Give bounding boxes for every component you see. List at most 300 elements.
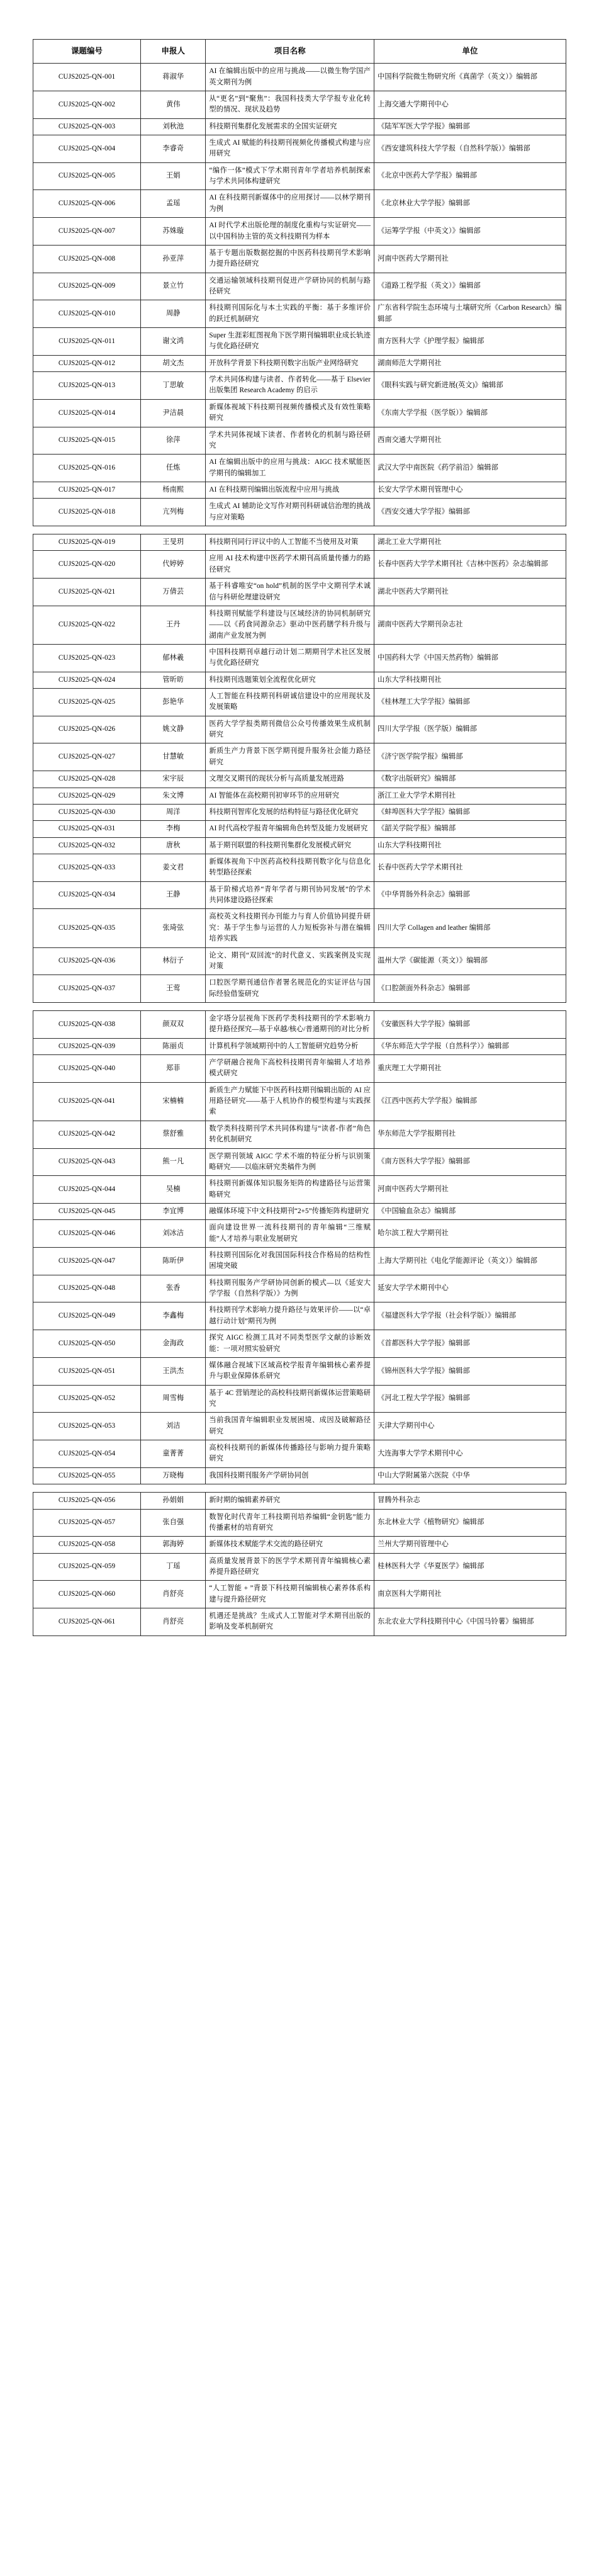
- cell-project-title: 科技期刊国际化与本土实践的平衡：基于多维评价的跃迁机制研究: [206, 300, 374, 328]
- cell-project-code: CUJS2025-QN-021: [33, 579, 141, 606]
- cell-project-title: 基于 4C 营销理论的高校科技期刊新媒体运营策略研究: [206, 1385, 374, 1413]
- cell-applicant-name: 郁林羲: [141, 644, 206, 672]
- cell-project-code: CUJS2025-QN-044: [33, 1176, 141, 1204]
- table-row: [33, 909, 566, 947]
- cell-applicant-name: 孟瑶: [141, 190, 206, 218]
- cell-project-code: CUJS2025-QN-040: [33, 1055, 141, 1083]
- table-row: [33, 135, 566, 163]
- table-row: [33, 1413, 566, 1440]
- cell-applicant-name: 胡文杰: [141, 355, 206, 371]
- table-row: [33, 1440, 566, 1468]
- cell-project-code: CUJS2025-QN-055: [33, 1467, 141, 1484]
- cell-project-title: 机遇还是挑战？生成式人工智能对学术期刊出版的影响及变革机制研究: [206, 1608, 374, 1636]
- cell-unit-name: 中国药科大学《中国天然药物》编辑部: [374, 644, 566, 672]
- table-row: [33, 947, 566, 975]
- cell-project-title: 新时期的编辑素养研究: [206, 1493, 374, 1509]
- cell-project-title: 学术共同体构建与读者、作者转化——基于 Elsevier 出版集团 Research Academy 的启示: [206, 372, 374, 400]
- column-header-unit: 单位: [374, 40, 566, 64]
- cell-project-title: 科技期刊国际化对我国国际科技合作格局的结构性困境突破: [206, 1248, 374, 1275]
- cell-project-title: 科技期刊学术影响力提升路径与效果评价——以“卓越行动计划”期刊为例: [206, 1302, 374, 1330]
- cell-project-code: CUJS2025-QN-006: [33, 190, 141, 218]
- cell-applicant-name: 刘秋池: [141, 118, 206, 135]
- cell-unit-name: 长安大学学术期刊管理中心: [374, 482, 566, 499]
- table-row: [33, 1608, 566, 1636]
- cell-unit-name: 湖北工业大学期刊社: [374, 534, 566, 551]
- table-row: [33, 1275, 566, 1302]
- cell-project-title: 基于专题出版数据挖掘的中医药科技期刊学术影响力提升路径研究: [206, 245, 374, 273]
- cell-project-code: CUJS2025-QN-047: [33, 1248, 141, 1275]
- cell-project-title: 新媒体视域下科技期刊视频传播模式及有效性策略研究: [206, 399, 374, 427]
- cell-project-title: 从“更名”到“聚焦”：我国科技类大学学报专业化转型的情况、现状及趋势: [206, 91, 374, 118]
- table-row: [33, 190, 566, 218]
- cell-unit-name: 《福建医科大学学报（社会科学版）》编辑部: [374, 1302, 566, 1330]
- cell-unit-name: 《华东师范大学学报（自然科学）》编辑部: [374, 1038, 566, 1054]
- cell-applicant-name: 孙亚萍: [141, 245, 206, 273]
- table-row: [33, 1537, 566, 1553]
- cell-applicant-name: 刘冰洁: [141, 1220, 206, 1248]
- table-row: [33, 482, 566, 499]
- cell-project-code: CUJS2025-QN-033: [33, 854, 141, 881]
- table-row: [33, 1082, 566, 1121]
- table-row: [33, 300, 566, 328]
- cell-project-code: CUJS2025-QN-027: [33, 743, 141, 771]
- table-header-row: [33, 40, 566, 64]
- cell-unit-name: 《口腔颌面外科杂志》编辑部: [374, 975, 566, 1003]
- cell-applicant-name: 李睿奇: [141, 135, 206, 163]
- table-row: [33, 355, 566, 371]
- cell-applicant-name: 黄伟: [141, 91, 206, 118]
- cell-project-code: CUJS2025-QN-034: [33, 881, 141, 909]
- cell-applicant-name: 王旻玥: [141, 534, 206, 551]
- cell-unit-name: 东北农业大学科技期刊中心《中国马铃薯》编辑部: [374, 1608, 566, 1636]
- cell-project-title: Super 生涯彩虹图视角下医学期刊编辑职业成长轨迹与优化路径研究: [206, 328, 374, 356]
- cell-applicant-name: 任炼: [141, 455, 206, 482]
- cell-project-code: CUJS2025-QN-051: [33, 1357, 141, 1385]
- cell-unit-name: 湖南师范大学期刊社: [374, 355, 566, 371]
- cell-unit-name: 中山大学附属第六医院《中华: [374, 1467, 566, 1484]
- cell-project-title: 探究 AIGC 检测工具对不同类型医学文献的诊断效能：一项对照实验研究: [206, 1330, 374, 1358]
- cell-project-title: 基于科睿唯安“on hold”机制的医学中文期刊学术诚信与科研伦理建设研究: [206, 579, 374, 606]
- cell-project-code: CUJS2025-QN-025: [33, 689, 141, 716]
- cell-project-code: CUJS2025-QN-008: [33, 245, 141, 273]
- column-header-project: 项目名称: [206, 40, 374, 64]
- table-row: [33, 1176, 566, 1204]
- cell-applicant-name: 苏姝璇: [141, 218, 206, 246]
- cell-project-title: 中国科技期刊卓越行动计划二期期刊学术社区发展与优化路径研究: [206, 644, 374, 672]
- column-header-applicant: 申报人: [141, 40, 206, 64]
- cell-project-title: 医药大学学报类期刊微信公众号传播效果生成机制研究: [206, 716, 374, 743]
- cell-unit-name: 哈尔滨工程大学期刊社: [374, 1220, 566, 1248]
- project-table: [33, 534, 566, 1003]
- table-row: [33, 1220, 566, 1248]
- cell-project-code: CUJS2025-QN-029: [33, 788, 141, 804]
- cell-unit-name: 重庆理工大学期刊社: [374, 1055, 566, 1083]
- cell-unit-name: 河南中医药大学期刊社: [374, 1176, 566, 1204]
- cell-unit-name: 《西安建筑科技大学学报（自然科学版）》编辑部: [374, 135, 566, 163]
- cell-applicant-name: 李梅: [141, 821, 206, 837]
- cell-applicant-name: 杨南熙: [141, 482, 206, 499]
- cell-project-title: AI 在科技期刊编辑出版流程中应用与挑战: [206, 482, 374, 499]
- cell-project-code: CUJS2025-QN-032: [33, 837, 141, 854]
- cell-project-title: “编作一体”模式下学术期刊青年学者培养机制探索与学术共同体构建研究: [206, 162, 374, 190]
- cell-unit-name: 《西安交通大学学报》编辑部: [374, 499, 566, 526]
- cell-applicant-name: 孙娟娟: [141, 1493, 206, 1509]
- cell-project-code: CUJS2025-QN-054: [33, 1440, 141, 1468]
- cell-project-title: 融媒体环境下中文科技期刊“2+5”传播矩阵构建研究: [206, 1203, 374, 1219]
- cell-project-title: 新媒体视角下中医药高校科技期刊数字化与信息化转型路径探索: [206, 854, 374, 881]
- cell-project-title: 金字塔分层视角下医药学类科技期刊的学术影响力提升路径探究—基于卓越/核心/普通期刊的对比分析: [206, 1010, 374, 1038]
- cell-applicant-name: 王娟: [141, 162, 206, 190]
- cell-project-title: 生成式 AI 赋能的科技期刊视频化传播模式构建与应用研究: [206, 135, 374, 163]
- cell-unit-name: 《中华胃肠外科杂志》编辑部: [374, 881, 566, 909]
- table-row: [33, 534, 566, 551]
- cell-project-title: 科技期刊集群化发展需求的全国实证研究: [206, 118, 374, 135]
- table-row: [33, 64, 566, 91]
- cell-project-title: 科技期刊新媒体知识服务矩阵的构建路径与运营策略研究: [206, 1176, 374, 1204]
- table-row: [33, 672, 566, 688]
- cell-unit-name: 《河北工程大学学报》编辑部: [374, 1385, 566, 1413]
- cell-applicant-name: 金海政: [141, 1330, 206, 1358]
- cell-unit-name: 温州大学《碳能源（英文）》编辑部: [374, 947, 566, 975]
- cell-applicant-name: 蒋淑华: [141, 64, 206, 91]
- cell-applicant-name: 张琦弦: [141, 909, 206, 947]
- cell-project-code: CUJS2025-QN-020: [33, 551, 141, 579]
- project-table: [33, 1010, 566, 1484]
- column-header-code: 课题编号: [33, 40, 141, 64]
- table-row: [33, 118, 566, 135]
- cell-project-code: CUJS2025-QN-010: [33, 300, 141, 328]
- cell-applicant-name: 唐秋: [141, 837, 206, 854]
- cell-project-code: CUJS2025-QN-058: [33, 1537, 141, 1553]
- cell-unit-name: 四川大学 Collagen and leather 编辑部: [374, 909, 566, 947]
- cell-project-code: CUJS2025-QN-056: [33, 1493, 141, 1509]
- cell-project-title: 我国科技期刊服务产学研协同创: [206, 1467, 374, 1484]
- cell-project-code: CUJS2025-QN-045: [33, 1203, 141, 1219]
- cell-project-title: 计算机科学领域期刊中的人工智能研究趋势分析: [206, 1038, 374, 1054]
- cell-project-title: “人工智能 + ”背景下科技期刊编辑核心素养体系构建与提升路径研究: [206, 1581, 374, 1608]
- cell-project-code: CUJS2025-QN-030: [33, 804, 141, 820]
- cell-project-code: CUJS2025-QN-003: [33, 118, 141, 135]
- cell-applicant-name: 景立竹: [141, 273, 206, 300]
- cell-project-title: 医学期刊领域 AIGC 学术不端的特征分析与识别策略研究——以临床研究类稿件为例: [206, 1148, 374, 1176]
- cell-project-title: 论文、期刊“双回流”的时代意义、实践案例及实现对策: [206, 947, 374, 975]
- cell-project-title: 新质生产力背景下医学期刊提升服务社会能力路径研究: [206, 743, 374, 771]
- cell-project-title: 科技期刊赋能学科建设与区域经济的协同机制研究——以《药食同源杂志》驱动中医药膳学科升级与湖南产业发展为例: [206, 606, 374, 644]
- cell-applicant-name: 熊一凡: [141, 1148, 206, 1176]
- table-row: [33, 218, 566, 246]
- cell-unit-name: 中国科学院微生物研究所《真菌学（英文）》编辑部: [374, 64, 566, 91]
- cell-project-title: 文理交叉期刊的现状分析与高质量发展进路: [206, 771, 374, 788]
- table-row: [33, 372, 566, 400]
- table-row: [33, 606, 566, 644]
- cell-project-code: CUJS2025-QN-041: [33, 1082, 141, 1121]
- cell-project-title: 口腔医学期刊通信作者署名规范化的实证评估与国际经验借鉴研究: [206, 975, 374, 1003]
- cell-applicant-name: 郭海婷: [141, 1537, 206, 1553]
- cell-project-code: CUJS2025-QN-060: [33, 1581, 141, 1608]
- table-row: [33, 273, 566, 300]
- table-row: [33, 1467, 566, 1484]
- table-row: [33, 1385, 566, 1413]
- table-row: [33, 427, 566, 455]
- cell-project-code: CUJS2025-QN-009: [33, 273, 141, 300]
- cell-project-code: CUJS2025-QN-037: [33, 975, 141, 1003]
- cell-project-code: CUJS2025-QN-061: [33, 1608, 141, 1636]
- table-row: [33, 1203, 566, 1219]
- cell-project-code: CUJS2025-QN-053: [33, 1413, 141, 1440]
- cell-applicant-name: 周雪梅: [141, 1385, 206, 1413]
- cell-unit-name: 山东大学科技期刊社: [374, 672, 566, 688]
- cell-unit-name: 《南方医科大学学报》编辑部: [374, 1148, 566, 1176]
- cell-applicant-name: 彭艳华: [141, 689, 206, 716]
- cell-applicant-name: 朱文博: [141, 788, 206, 804]
- cell-project-title: AI 时代高校学报青年编辑角色转型及能力发展研究: [206, 821, 374, 837]
- project-table: [33, 1492, 566, 1636]
- cell-unit-name: 《济宁医学院学报》编辑部: [374, 743, 566, 771]
- cell-unit-name: 冒腾外科杂志: [374, 1493, 566, 1509]
- cell-project-title: AI 智能体在高校期刊初审环节的应用研究: [206, 788, 374, 804]
- cell-project-title: AI 在编辑出版中的应用与挑战：AIGC 技术赋能医学期刊的编辑加工: [206, 455, 374, 482]
- cell-project-code: CUJS2025-QN-049: [33, 1302, 141, 1330]
- cell-applicant-name: 陈昕伊: [141, 1248, 206, 1275]
- cell-applicant-name: 亢列梅: [141, 499, 206, 526]
- cell-project-title: 产学研融合视角下高校科技期刊青年编辑人才培养模式研究: [206, 1055, 374, 1083]
- cell-applicant-name: 吴楠: [141, 1176, 206, 1204]
- cell-project-code: CUJS2025-QN-038: [33, 1010, 141, 1038]
- cell-applicant-name: 童菁菁: [141, 1440, 206, 1468]
- cell-applicant-name: 尹洁晨: [141, 399, 206, 427]
- cell-project-code: CUJS2025-QN-012: [33, 355, 141, 371]
- cell-project-code: CUJS2025-QN-005: [33, 162, 141, 190]
- cell-unit-name: 浙江工业大学学术期刊社: [374, 788, 566, 804]
- cell-project-title: 科技期刊智库化发展的结构特征与路径优化研究: [206, 804, 374, 820]
- cell-unit-name: 南京医科大学期刊社: [374, 1581, 566, 1608]
- cell-applicant-name: 王静: [141, 881, 206, 909]
- cell-project-title: AI 在编辑出版中的应用与挑战——以微生物学国产英文期刊为例: [206, 64, 374, 91]
- cell-applicant-name: 宋宇辰: [141, 771, 206, 788]
- cell-project-code: CUJS2025-QN-031: [33, 821, 141, 837]
- cell-unit-name: 山东大学科技期刊社: [374, 837, 566, 854]
- tables-host: [33, 39, 566, 1636]
- table-row: [33, 1010, 566, 1038]
- cell-unit-name: 《运筹学学报（中英文）》编辑部: [374, 218, 566, 246]
- cell-project-title: 高校英文科技期刊办刊能力与育人价值协同提升研究：基于学生参与运营的人力短板弥补与潜在编辑培养实践: [206, 909, 374, 947]
- cell-project-code: CUJS2025-QN-023: [33, 644, 141, 672]
- cell-project-title: 学术共同体视域下读者、作者转化的机制与路径研究: [206, 427, 374, 455]
- cell-applicant-name: 李宜博: [141, 1203, 206, 1219]
- table-row: [33, 1038, 566, 1054]
- cell-project-title: 新质生产力赋能下中医药科技期刊编辑出版的 AI 应用路径研究——基于人机协作的模型构建与实践探索: [206, 1082, 374, 1121]
- table-row: [33, 1357, 566, 1385]
- cell-project-code: CUJS2025-QN-001: [33, 64, 141, 91]
- cell-applicant-name: 万倩芸: [141, 579, 206, 606]
- cell-project-title: 人工智能在科技期刊科研诚信建设中的应用现状及发展策略: [206, 689, 374, 716]
- table-row: [33, 551, 566, 579]
- cell-unit-name: 延安大学学术期刊中心: [374, 1275, 566, 1302]
- cell-unit-name: 长春中医药大学学术期刊社: [374, 854, 566, 881]
- cell-applicant-name: 王莺: [141, 975, 206, 1003]
- cell-project-code: CUJS2025-QN-043: [33, 1148, 141, 1176]
- cell-project-code: CUJS2025-QN-013: [33, 372, 141, 400]
- cell-applicant-name: 丁思敏: [141, 372, 206, 400]
- cell-project-code: CUJS2025-QN-059: [33, 1553, 141, 1581]
- table-row: [33, 579, 566, 606]
- cell-applicant-name: 郑菲: [141, 1055, 206, 1083]
- table-row: [33, 854, 566, 881]
- cell-unit-name: 湖南中医药大学期刊杂志社: [374, 606, 566, 644]
- table-row: [33, 1509, 566, 1537]
- cell-unit-name: 武汉大学中南医院《药学前沿》编辑部: [374, 455, 566, 482]
- cell-project-code: CUJS2025-QN-016: [33, 455, 141, 482]
- cell-unit-name: 《中国输血杂志》编辑部: [374, 1203, 566, 1219]
- table-row: [33, 1055, 566, 1083]
- cell-applicant-name: 肖舒亮: [141, 1608, 206, 1636]
- cell-project-code: CUJS2025-QN-050: [33, 1330, 141, 1358]
- cell-unit-name: 《北京中医药大学学报》编辑部: [374, 162, 566, 190]
- cell-unit-name: 上海大学期刊社《电化学能源评论（英文）》编辑部: [374, 1248, 566, 1275]
- table-row: [33, 821, 566, 837]
- cell-applicant-name: 代婷婷: [141, 551, 206, 579]
- table-row: [33, 1121, 566, 1148]
- table-row: [33, 644, 566, 672]
- cell-project-title: AI 在科技期刊新媒体中的应用探讨——以林学期刊为例: [206, 190, 374, 218]
- table-row: [33, 455, 566, 482]
- cell-project-title: 媒体融合视域下区域高校学报青年编辑核心素养提升与职业保障体系研究: [206, 1357, 374, 1385]
- cell-project-code: CUJS2025-QN-018: [33, 499, 141, 526]
- cell-unit-name: 长春中医药大学学术期刊社《吉林中医药》杂志编辑部: [374, 551, 566, 579]
- cell-project-code: CUJS2025-QN-039: [33, 1038, 141, 1054]
- cell-project-code: CUJS2025-QN-057: [33, 1509, 141, 1537]
- cell-project-code: CUJS2025-QN-004: [33, 135, 141, 163]
- table-row: [33, 1553, 566, 1581]
- cell-unit-name: 天津大学期刊中心: [374, 1413, 566, 1440]
- cell-project-title: 交通运输领域科技期刊促进产学研协同的机制与路径研究: [206, 273, 374, 300]
- cell-applicant-name: 蔡舒雅: [141, 1121, 206, 1148]
- cell-unit-name: 上海交通大学期刊中心: [374, 91, 566, 118]
- cell-applicant-name: 肖舒亮: [141, 1581, 206, 1608]
- cell-project-code: CUJS2025-QN-052: [33, 1385, 141, 1413]
- cell-unit-name: 《韶关学院学报》编辑部: [374, 821, 566, 837]
- cell-applicant-name: 姚文静: [141, 716, 206, 743]
- cell-applicant-name: 宋楠楠: [141, 1082, 206, 1121]
- cell-unit-name: 华东师范大学学报期刊社: [374, 1121, 566, 1148]
- cell-unit-name: 湖北中医药大学期刊社: [374, 579, 566, 606]
- table-row: [33, 1581, 566, 1608]
- cell-project-title: AI 时代学术出版伦理的制度化重构与实证研究——以中国科协主管的英文科技期刊为样本: [206, 218, 374, 246]
- cell-project-title: 科技期刊服务产学研协同创新的模式—以《延安大学学报（自然科学版）》为例: [206, 1275, 374, 1302]
- cell-unit-name: 东北林业大学《植物研究》编辑部: [374, 1509, 566, 1537]
- cell-unit-name: 桂林医科大学《华夏医学》编辑部: [374, 1553, 566, 1581]
- cell-applicant-name: 张香: [141, 1275, 206, 1302]
- cell-project-code: CUJS2025-QN-028: [33, 771, 141, 788]
- cell-applicant-name: 甘慧敏: [141, 743, 206, 771]
- cell-project-title: 科技期刊选题策划全流程优化研究: [206, 672, 374, 688]
- cell-unit-name: 《锦州医科大学学报》编辑部: [374, 1357, 566, 1385]
- table-row: [33, 499, 566, 526]
- cell-project-code: CUJS2025-QN-022: [33, 606, 141, 644]
- cell-unit-name: 《道路工程学报（英文）》编辑部: [374, 273, 566, 300]
- table-row: [33, 1330, 566, 1358]
- cell-project-code: CUJS2025-QN-007: [33, 218, 141, 246]
- table-row: [33, 91, 566, 118]
- cell-unit-name: 《眼科实践与研究新进展(英文)》编辑部: [374, 372, 566, 400]
- table-row: [33, 689, 566, 716]
- cell-applicant-name: 王洪杰: [141, 1357, 206, 1385]
- cell-applicant-name: 管昕昉: [141, 672, 206, 688]
- cell-unit-name: 《江西中医药大学学报》编辑部: [374, 1082, 566, 1121]
- cell-project-title: 面向建设世界一流科技期刊的青年编辑“三维赋能”人才培养与职业发展研究: [206, 1220, 374, 1248]
- cell-unit-name: 《桂林理工大学学报》编辑部: [374, 689, 566, 716]
- cell-unit-name: 广东省科学院生态环境与土壤研究所《Carbon Research》编辑部: [374, 300, 566, 328]
- cell-applicant-name: 张自强: [141, 1509, 206, 1537]
- cell-project-code: CUJS2025-QN-046: [33, 1220, 141, 1248]
- cell-project-code: CUJS2025-QN-042: [33, 1121, 141, 1148]
- cell-unit-name: 《数字出版研究》编辑部: [374, 771, 566, 788]
- cell-applicant-name: 王丹: [141, 606, 206, 644]
- table-row: [33, 771, 566, 788]
- cell-unit-name: 《安徽医科大学学报》编辑部: [374, 1010, 566, 1038]
- cell-project-title: 高质量发展背景下的医学学术期刊青年编辑核心素养提升路径研究: [206, 1553, 374, 1581]
- table-row: [33, 245, 566, 273]
- table-row: [33, 1493, 566, 1509]
- table-row: [33, 881, 566, 909]
- table-row: [33, 975, 566, 1003]
- cell-project-title: 当前我国青年编辑职业发展困境、成因及破解路径研究: [206, 1413, 374, 1440]
- cell-applicant-name: 刘洁: [141, 1413, 206, 1440]
- table-row: [33, 788, 566, 804]
- cell-project-code: CUJS2025-QN-026: [33, 716, 141, 743]
- cell-unit-name: 《东南大学学报（医学版）》编辑部: [374, 399, 566, 427]
- cell-unit-name: 《首都医科大学学报》编辑部: [374, 1330, 566, 1358]
- table-row: [33, 1148, 566, 1176]
- cell-unit-name: 大连海事大学学术期刊中心: [374, 1440, 566, 1468]
- cell-project-title: 开放科学背景下科技期刊数字出版产业网络研究: [206, 355, 374, 371]
- cell-project-code: CUJS2025-QN-002: [33, 91, 141, 118]
- cell-project-title: 基于期刊联盟的科技期刊集群化发展模式研究: [206, 837, 374, 854]
- cell-unit-name: 《北京林业大学学报》编辑部: [374, 190, 566, 218]
- cell-project-title: 数学类科技期刊学术共同体构建与“读者-作者”角色转化机制研究: [206, 1121, 374, 1148]
- cell-unit-name: 西南交通大学期刊社: [374, 427, 566, 455]
- cell-applicant-name: 林衍子: [141, 947, 206, 975]
- cell-project-title: 数智化时代青年工科技期刊培养编辑“金钥匙”能力传播素材的培育研究: [206, 1509, 374, 1537]
- cell-project-code: CUJS2025-QN-035: [33, 909, 141, 947]
- table-row: [33, 1302, 566, 1330]
- cell-project-code: CUJS2025-QN-048: [33, 1275, 141, 1302]
- cell-project-code: CUJS2025-QN-011: [33, 328, 141, 356]
- cell-applicant-name: 谢文鸿: [141, 328, 206, 356]
- cell-project-title: 高校科技期刊的新媒体传播路径与影响力提升策略研究: [206, 1440, 374, 1468]
- cell-applicant-name: 丁瑶: [141, 1553, 206, 1581]
- cell-applicant-name: 陈丽贞: [141, 1038, 206, 1054]
- table-row: [33, 399, 566, 427]
- table-row: [33, 716, 566, 743]
- cell-unit-name: 兰州大学期刊管理中心: [374, 1537, 566, 1553]
- table-row: [33, 837, 566, 854]
- cell-project-code: CUJS2025-QN-015: [33, 427, 141, 455]
- cell-unit-name: 《蚌埠医科大学学报》编辑部: [374, 804, 566, 820]
- cell-project-title: 应用 AI 技术构建中医药学术期刊高质量传播力的路径研究: [206, 551, 374, 579]
- project-table: [33, 39, 566, 526]
- cell-project-title: 基于阶梯式培养“青年学者与期刊协同发展”的学术共同体建设路径探索: [206, 881, 374, 909]
- cell-project-title: 科技期刊同行评议中的人工智能不当使用及对策: [206, 534, 374, 551]
- cell-unit-name: 四川大学学报（医学版）编辑部: [374, 716, 566, 743]
- table-row: [33, 743, 566, 771]
- cell-applicant-name: 颜双双: [141, 1010, 206, 1038]
- cell-project-code: CUJS2025-QN-017: [33, 482, 141, 499]
- table-row: [33, 162, 566, 190]
- cell-applicant-name: 周洋: [141, 804, 206, 820]
- cell-project-code: CUJS2025-QN-024: [33, 672, 141, 688]
- table-row: [33, 328, 566, 356]
